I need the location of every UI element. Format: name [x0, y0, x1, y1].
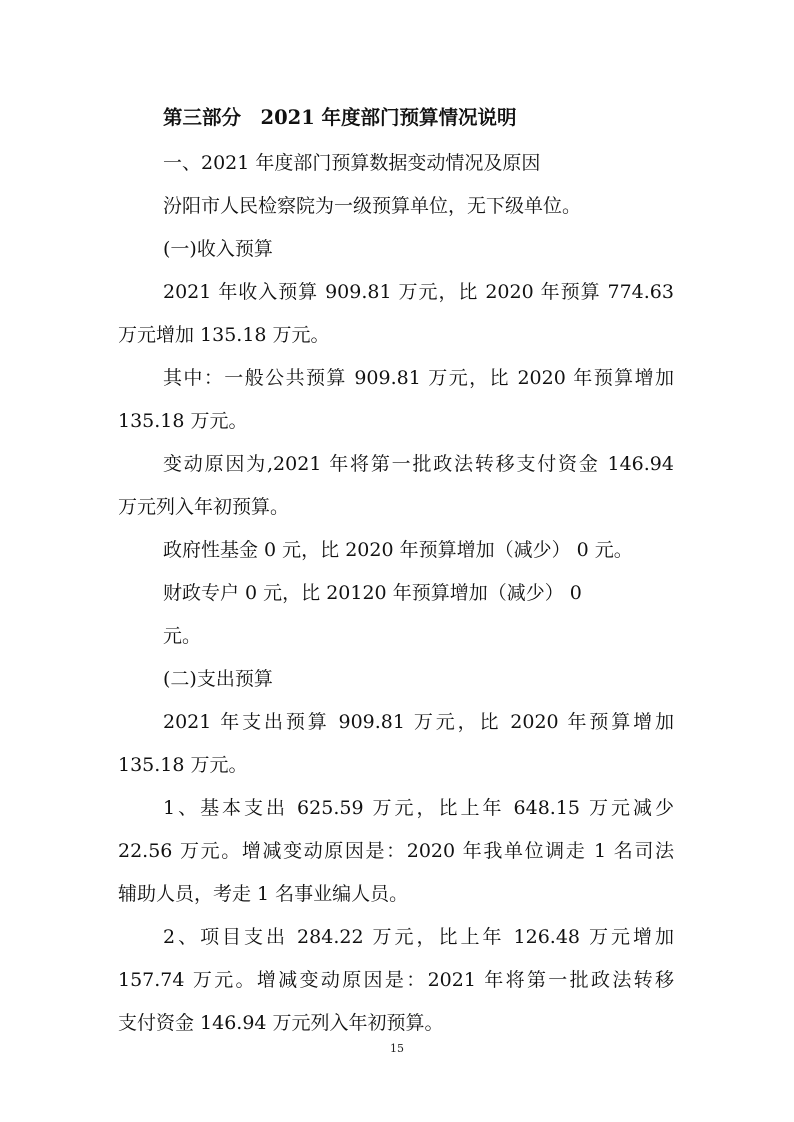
income-title: (一)收入预算	[163, 238, 273, 260]
income-reason-line-2: 万元列入年初预算。	[118, 496, 290, 518]
special-account-line-1: 财政专户 0 元，比 20120 年预算增加（减少） 0	[163, 582, 582, 604]
expenditure-total-line-1: 2021 年支出预算 909.81 万元，比 2020 年预算增加	[163, 711, 674, 733]
project-expenditure-line-1: 2、项目支出 284.22 万元，比上年 126.48 万元增加	[163, 926, 674, 948]
project-expenditure-line-2: 157.74 万元。增减变动原因是：2021 年将第一批政法转移	[118, 969, 674, 991]
government-fund-line: 政府性基金 0 元，比 2020 年预算增加（减少） 0 元。	[163, 539, 633, 561]
income-total-line-2: 万元增加 135.18 万元。	[118, 324, 330, 346]
basic-expenditure-line-2: 22.56 万元。增减变动原因是：2020 年我单位调走 1 名司法	[118, 840, 674, 862]
basic-expenditure-line-1: 1、基本支出 625.59 万元，比上年 648.15 万元减少	[163, 797, 674, 819]
part-heading: 第三部分 2021 年度部门预算情况说明	[163, 106, 517, 129]
section-title: 一、2021 年度部门预算数据变动情况及原因	[163, 152, 541, 174]
unit-statement: 汾阳市人民检察院为一级预算单位，无下级单位。	[163, 195, 582, 217]
expenditure-total-line-2: 135.18 万元。	[118, 754, 248, 776]
project-expenditure-line-3: 支付资金 146.94 万元列入年初预算。	[118, 1012, 444, 1034]
expenditure-title: (二)支出预算	[163, 668, 273, 690]
page-number: 15	[390, 1042, 404, 1055]
special-account-line-2: 元。	[163, 625, 202, 647]
income-total-line-1: 2021 年收入预算 909.81 万元，比 2020 年预算 774.63	[163, 281, 674, 303]
income-reason-line-1: 变动原因为,2021 年将第一批政法转移支付资金 146.94	[163, 453, 674, 475]
basic-expenditure-line-3: 辅助人员，考走 1 名事业编人员。	[118, 883, 409, 905]
general-budget-line-2: 135.18 万元。	[118, 410, 248, 432]
general-budget-line-1: 其中：一般公共预算 909.81 万元，比 2020 年预算增加	[163, 367, 674, 389]
